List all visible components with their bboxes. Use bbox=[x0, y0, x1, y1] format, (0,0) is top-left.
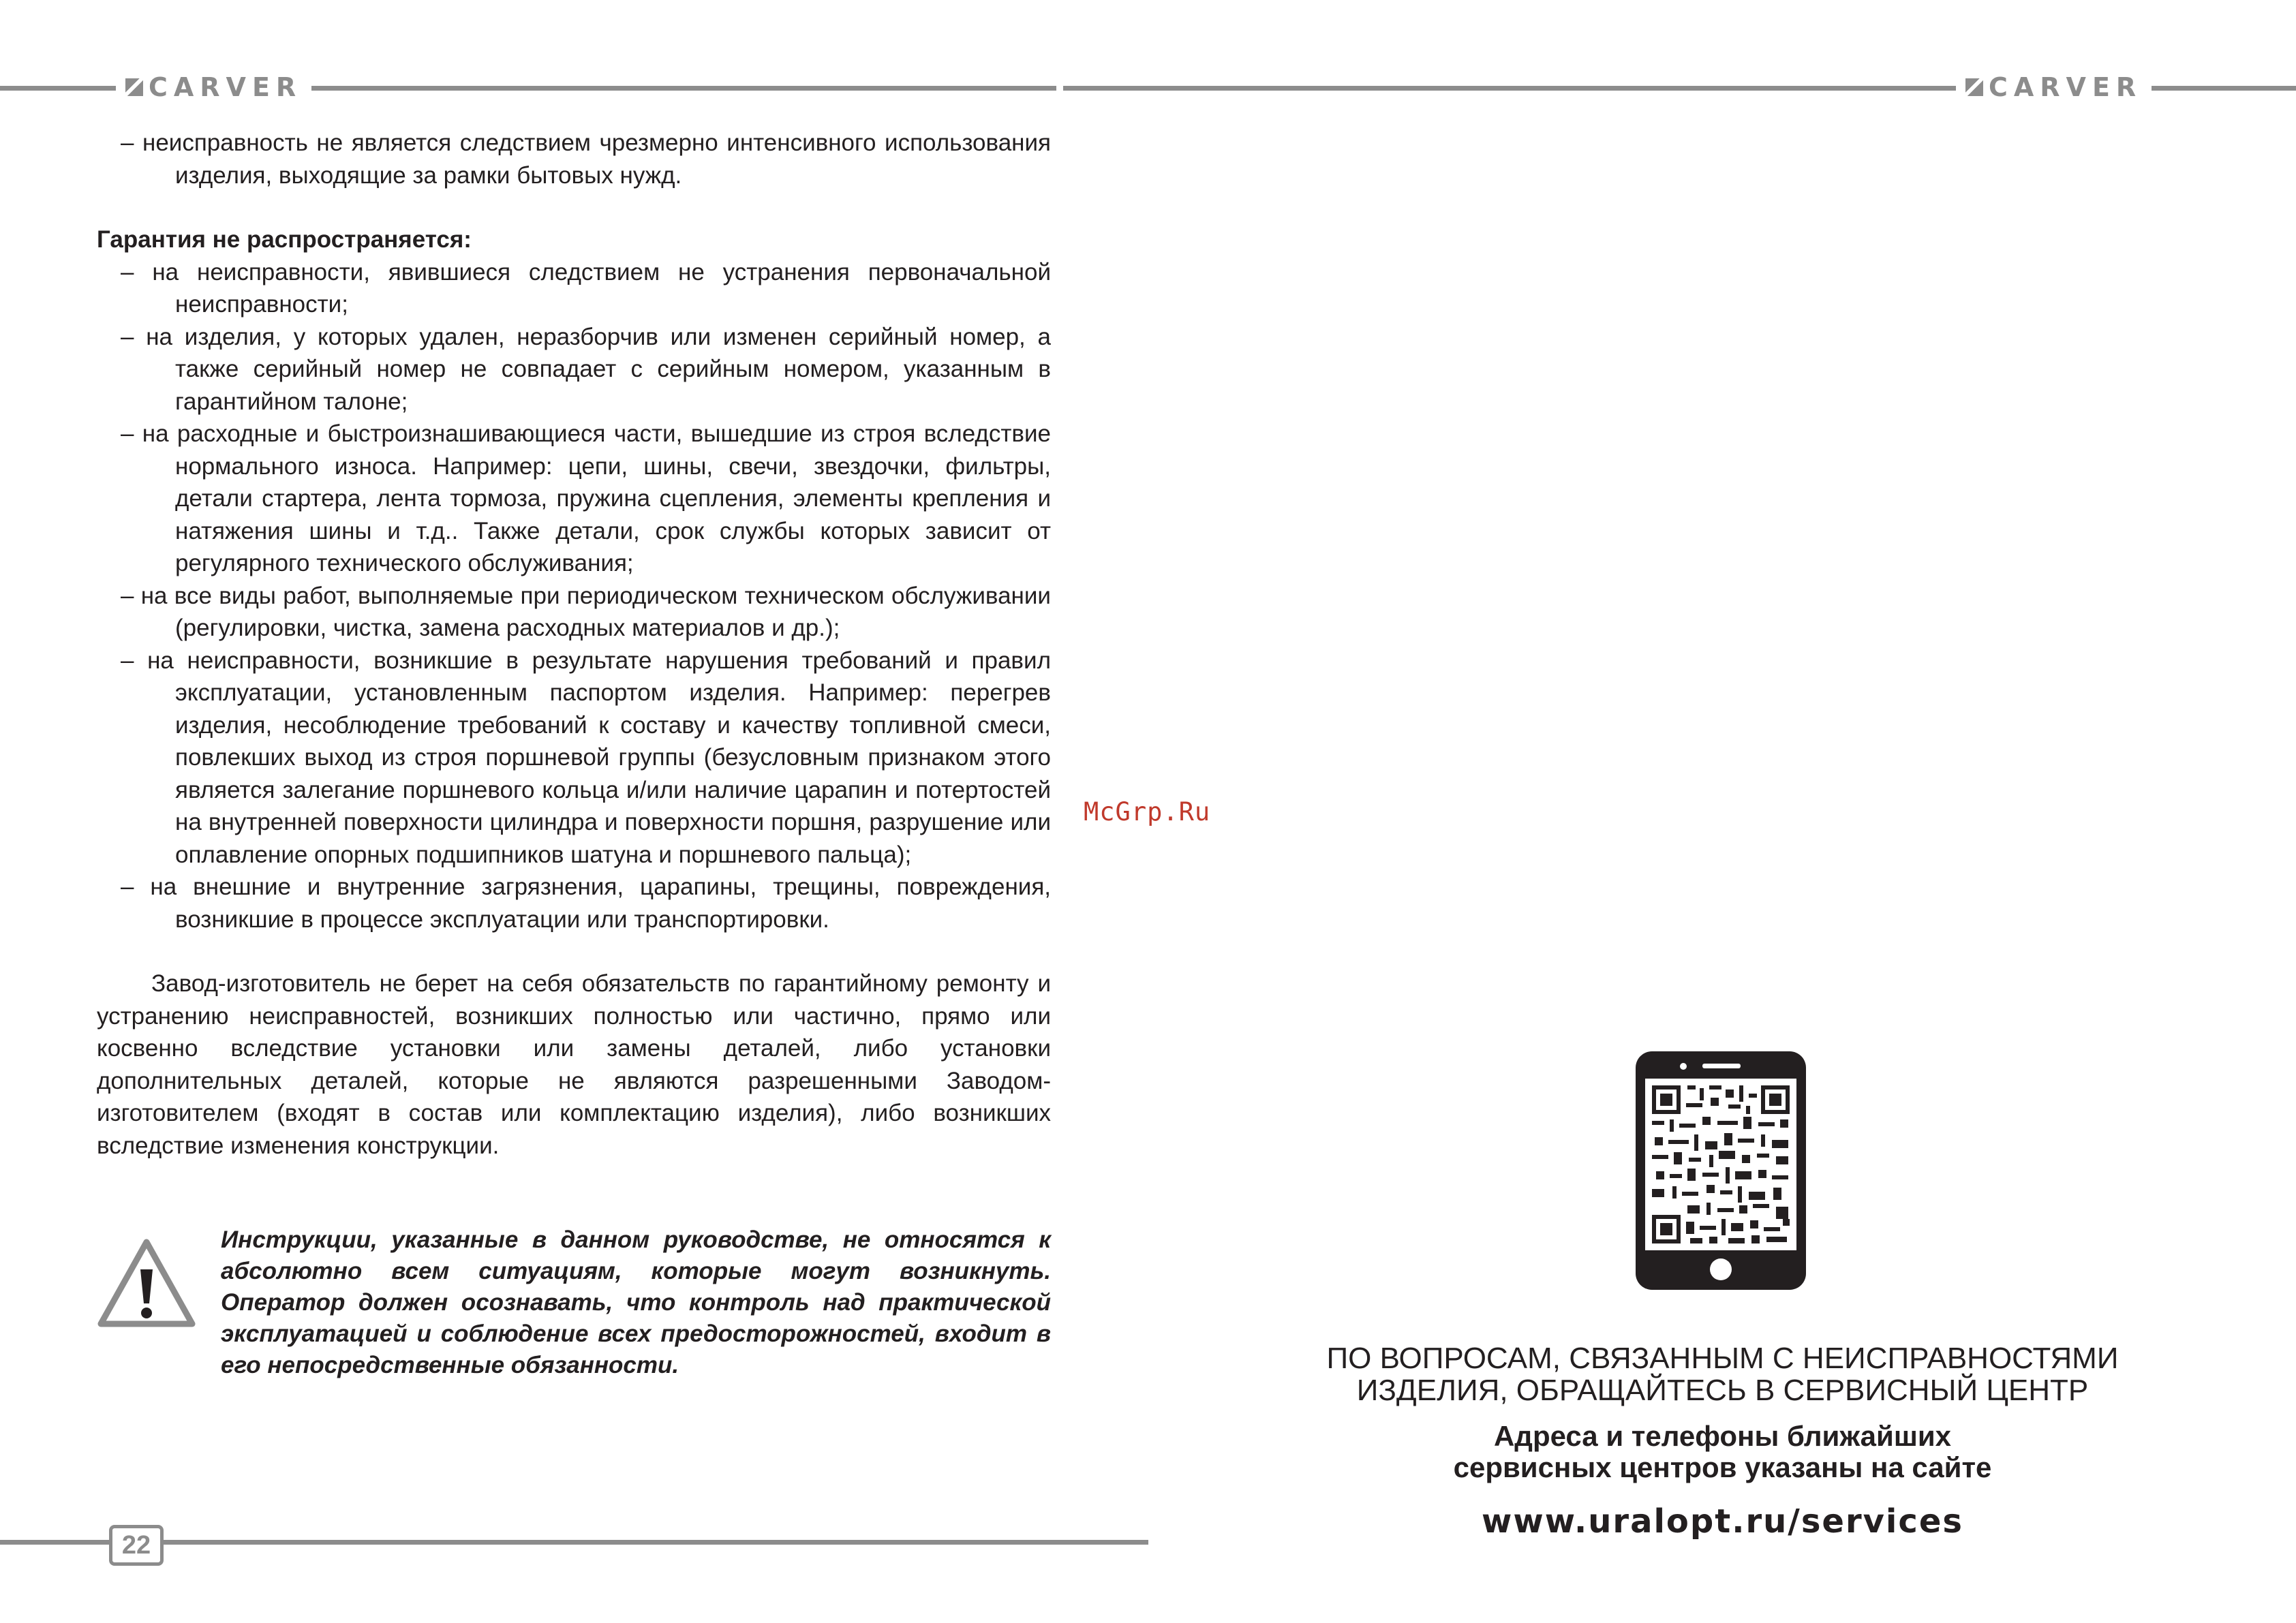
watermark: McGrp.Ru bbox=[1084, 797, 1211, 826]
list-item: – на все виды работ, выполняемые при периодическом техническом обслуживании (регулировки, чистка, замена расходных материалов и др.); bbox=[121, 582, 1051, 641]
list-item: – на неисправности, явившиеся следствием не устранения первоначальной неисправности; bbox=[121, 258, 1051, 318]
warning-triangle-icon bbox=[97, 1238, 196, 1328]
service-addresses-note bbox=[1254, 1421, 2191, 1483]
service-notice-line1: ПО ВОПРОСАМ, СВЯЗАННЫМ С НЕИСПРАВНОСТЯМИ bbox=[1326, 1342, 2119, 1375]
warranty-text-column bbox=[97, 127, 1051, 1162]
addresses-line1: Адреса и телефоны ближайших bbox=[1493, 1420, 1952, 1452]
intro-item: – неисправность не является следствием чрезмерно интенсивного использования изделия, выходящие за рамки бытовых нужд. bbox=[121, 129, 1051, 189]
exclusions-list bbox=[97, 256, 1051, 936]
warning-block bbox=[97, 1224, 1051, 1402]
carver-logo-mark-icon bbox=[125, 78, 143, 96]
carver-logo-mark-icon bbox=[1965, 78, 1983, 96]
footer-rule bbox=[0, 1540, 1148, 1545]
carver-logo-right bbox=[1956, 71, 2152, 104]
brand-name: CARVER bbox=[149, 72, 303, 102]
page-number: 22 bbox=[109, 1525, 164, 1566]
phone-qr-illustration bbox=[1636, 1051, 1806, 1290]
exclusions-heading: Гарантия не распространяется: bbox=[97, 226, 472, 253]
service-notice-line2: ИЗДЕЛИЯ, ОБРАЩАЙТЕСЬ В СЕРВИСНЫЙ ЦЕНТР bbox=[1356, 1374, 2089, 1407]
list-item: – на расходные и быстроизнашивающиеся части, вышедшие из строя вследствие нормального износа. Например: цепи, шины, свечи, звездочки, фильтры, детали стартера, лента тормоза, пружина сцепления, элементы крепления и натяжения шины и т.д.. Также детали, срок службы которых зависит от регулярного технического обслуживания; bbox=[121, 420, 1051, 576]
list-item: – на неисправности, возникшие в результате нарушения требований и правил эксплуатации, установленным паспортом изделия. Например: перегрев изделия, несоблюдение требований к составу и качеству топливной смеси, повлекших выход из строя поршневой группы (безусловным признаком этого является залегание поршневого кольца и/или наличие царапин и потертостей на внутренней поверхности цилиндра и поверхности поршня, разрушение или оплавление опорных подшипников шатуна и поршневого пальца); bbox=[121, 647, 1051, 868]
service-url-link[interactable]: www.uralopt.ru/services bbox=[1482, 1502, 1963, 1541]
phone-home-button bbox=[1710, 1258, 1732, 1280]
addresses-line2: сервисных центров указаны на сайте bbox=[1453, 1451, 1992, 1483]
list-item: – на изделия, у которых удален, неразборчив или изменен серийный номер, а также серийный номер не совпадает с серийным номером, указанным в гарантийном талоне; bbox=[121, 323, 1051, 415]
carver-logo-left bbox=[116, 71, 311, 104]
brand-name: CARVER bbox=[1989, 72, 2143, 102]
warning-text: Инструкции, указанные в данном руководстве, не относятся к абсолютно всем ситуациям, которые могут возникнуть. Оператор должен осознавать, что контроль над практической эксплуатацией и соблюдение всех предосторожностей, входит в его непосредственные обязанности. bbox=[221, 1226, 1051, 1378]
service-center-notice bbox=[1254, 1342, 2191, 1406]
list-item: – на внешние и внутренние загрязнения, царапины, трещины, повреждения, возникшие в процессе эксплуатации или транспортировки. bbox=[121, 874, 1051, 933]
manufacturer-paragraph: Завод-изготовитель не берет на себя обязательств по гарантийному ремонту и устранению неисправностей, возникших полностью или частично, прямо или косвенно вследствие установки или замены деталей, либо установки дополнительных деталей, которые не являются разрешенными Заводом-изготовителем (входят в состав или комплектацию изделия), либо возникших вследствие изменения конструкции. bbox=[97, 970, 1051, 1159]
